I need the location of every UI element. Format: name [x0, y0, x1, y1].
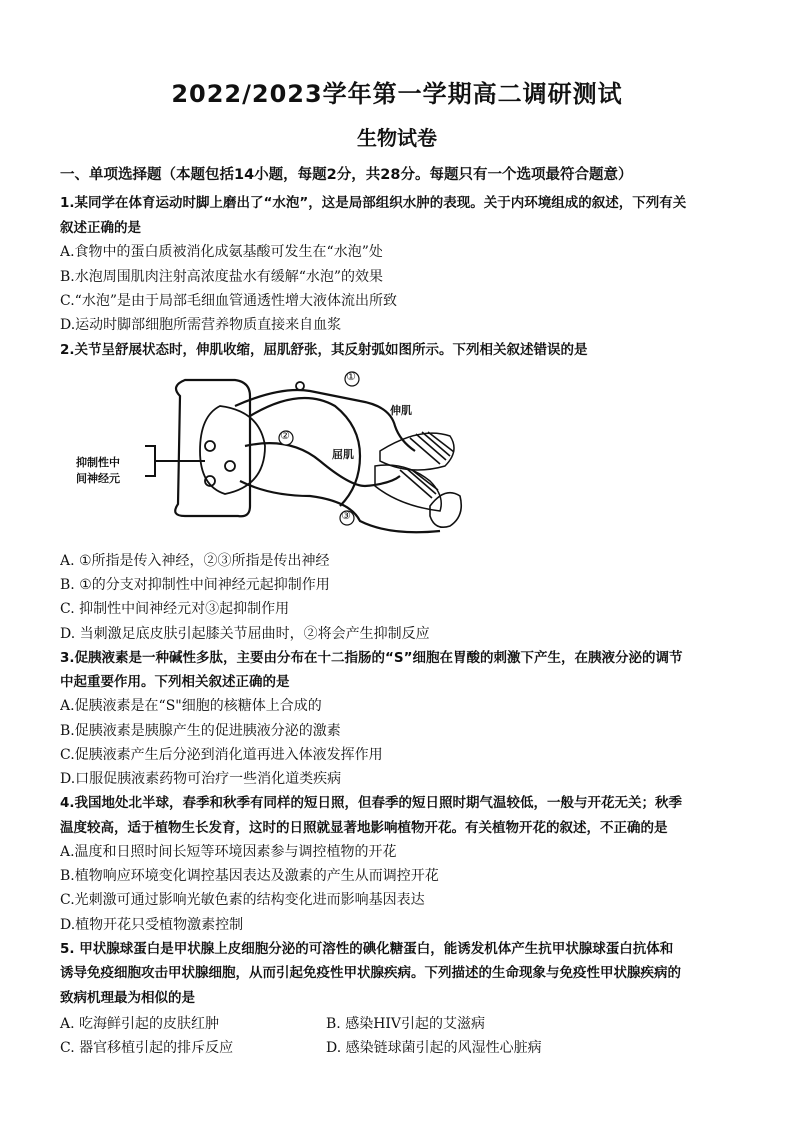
reflex-arc-diagram	[60, 366, 480, 541]
q1-option-a: A.食物中的蛋白质被消化成氨基酸可发生在“水泡”处	[60, 244, 383, 260]
reflex-arc-drawing	[60, 366, 480, 541]
q3-option-c: C.促胰液素产生后分泌到消化道再进入体液发挥作用	[60, 747, 383, 763]
diagram-label-inhib-2: 间神经元	[76, 472, 120, 485]
q1-stem-line1: 1.某同学在体育运动时脚上磨出了“水泡”，这是局部组织水肿的表现。关于内环境组成的叙述，下列有关	[60, 195, 687, 211]
q4-stem-line1: 4.我国地处北半球，春季和秋季有同样的短日照，但春季的短日照时期气温较低，一般与开花无关；秋季	[60, 795, 683, 811]
diagram-label-inhib-1: 抑制性中	[76, 456, 120, 469]
q4-option-a: A.温度和日照时间长短等环境因素参与调控植物的开花	[60, 844, 397, 860]
q3-option-a: A.促胰液素是在“S"细胞的核糖体上合成的	[60, 698, 322, 714]
q3-stem-line1: 3.促胰液素是一种碱性多肽，主要由分布在十二指肠的“S”细胞在胃酸的刺激下产生，在胰液分泌的调节	[60, 650, 683, 666]
q3-stem-line2: 中起重要作用。下列相关叙述正确的是	[60, 674, 290, 690]
grey-matter	[200, 406, 265, 494]
q2-option-a: A. ①所指是传入神经，②③所指是传出神经	[60, 553, 330, 569]
q2-option-b: B. ①的分支对抑制性中间神经元起抑制作用	[60, 577, 330, 593]
q5-stem-line1: 5. 甲状腺球蛋白是甲状腺上皮细胞分泌的可溶性的碘化糖蛋白，能诱发机体产生抗甲状腺球蛋白抗体和	[60, 941, 674, 957]
q5-stem-line2: 诱导免疫细胞攻击甲状腺细胞，从而引起免疫性甲状腺疾病。下列描述的生命现象与免疫性甲状腺疾病的	[60, 965, 681, 981]
diagram-label-flexor: 屈肌	[332, 448, 354, 461]
q1-option-c: C.“水泡”是由于局部毛细血管通透性增大液体流出所致	[60, 293, 397, 309]
q4-option-b: B.植物响应环境变化调控基因表达及激素的产生从而调控开花	[60, 868, 439, 884]
efferent-nerve-3	[240, 481, 440, 532]
q1-option-d: D.运动时脚部细胞所需营养物质直接来自血浆	[60, 317, 342, 333]
q5-stem-line3: 致病机理最为相似的是	[60, 990, 195, 1006]
q1-option-b: B.水泡周围肌肉注射高浓度盐水有缓解“水泡”的效果	[60, 269, 384, 285]
efferent-nerve-2	[245, 443, 400, 486]
q5-option-a: A. 吃海鲜引起的皮肤红肿	[60, 1016, 220, 1032]
q3-option-d: D.口服促胰液素药物可治疗一些消化道类疾病	[60, 771, 342, 787]
spinal-cord-outline	[175, 380, 250, 516]
q3-option-b: B.促胰液素是胰腺产生的促进胰液分泌的激素	[60, 723, 341, 739]
q5-option-d: D. 感染链球菌引起的风湿性心脏病	[326, 1040, 542, 1056]
diagram-label-1: ①	[346, 370, 356, 383]
q1-stem-line2: 叙述正确的是	[60, 220, 141, 236]
afferent-nerve	[235, 390, 415, 451]
page-title: 2022/2023学年第一学期高二调研测试	[171, 80, 623, 108]
q4-option-d: D.植物开花只受植物激素控制	[60, 917, 244, 933]
diagram-label-extensor: 伸肌	[390, 404, 412, 417]
q2-stem: 2.关节呈舒展状态时，伸肌收缩，屈肌舒张，其反射弧如图所示。下列相关叙述错误的是	[60, 342, 588, 358]
diagram-label-3: ③	[341, 509, 351, 522]
q5-option-c: C. 器官移植引起的排斥反应	[60, 1040, 234, 1056]
receptor	[296, 382, 304, 390]
q2-option-d: D. 当刺激足底皮肤引起膝关节屈曲时，②将会产生抑制反应	[60, 626, 430, 642]
q5-option-b: B. 感染HIV引起的艾滋病	[326, 1016, 486, 1032]
q4-stem-line2: 温度较高，适于植物生长发育，这时的日照就显著地影响植物开花。有关植物开花的叙述，不正确的是	[60, 820, 668, 836]
page-subtitle: 生物试卷	[357, 126, 437, 150]
diagram-label-2: ②	[280, 429, 290, 442]
q4-option-c: C.光刺激可通过影响光敏色素的结构变化进而影响基因表达	[60, 892, 425, 908]
q2-option-c: C. 抑制性中间神经元对③起抑制作用	[60, 601, 290, 617]
section-heading: 一、单项选择题（本题包括14小题，每题2分，共28分。每题只有一个选项最符合题意）	[60, 167, 633, 183]
